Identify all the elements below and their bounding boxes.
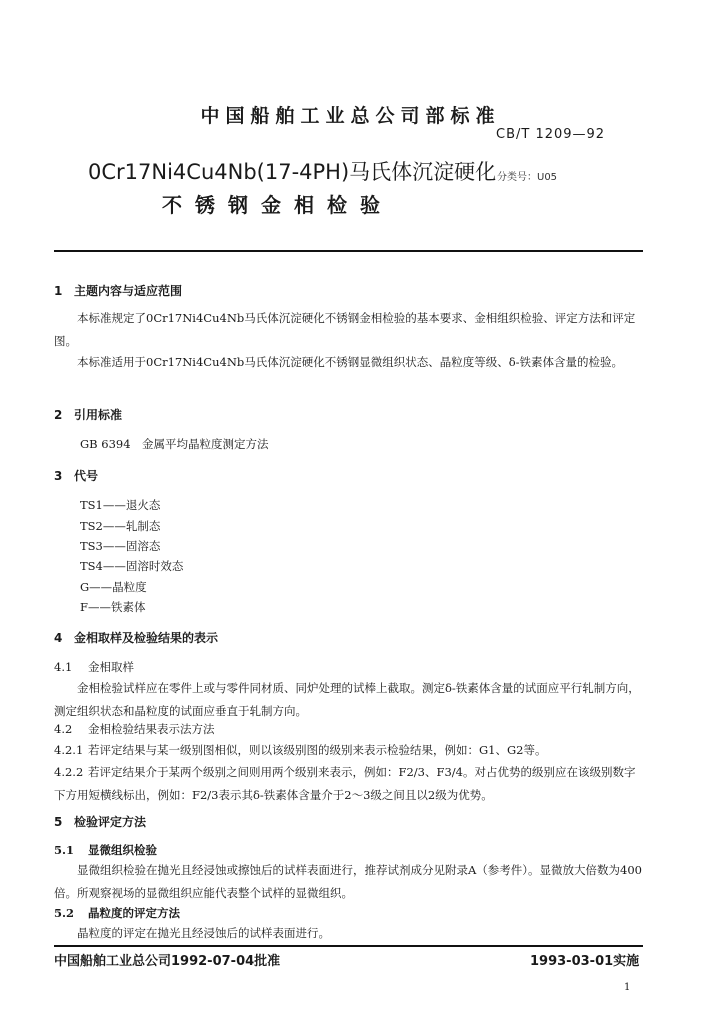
subsection-number: 5.2 (54, 906, 75, 920)
subsection-title: 金相检验结果表示法方法 (88, 722, 215, 736)
subsection-5-2-paragraph: 晶粒度的评定在抛光且经浸蚀后的试样表面进行。 (77, 926, 330, 940)
document-title-line2: 不锈钢金相检验 (162, 193, 393, 217)
subsection-title: 晶粒度的评定方法 (88, 906, 180, 920)
classification-number: 分类号：U05 (497, 172, 558, 183)
header-divider (54, 250, 643, 252)
approval-date: 中国船舶工业总公司1992-07-04批准 (54, 954, 281, 969)
subsection-number: 4.2 (54, 722, 73, 736)
clause-text: 若评定结果与某一级别图相似，则以该级别图的级别来表示检验结果，例如：G1、G2等。 (88, 743, 547, 757)
code-item: TS2——轧制态 (80, 519, 161, 533)
code-item: F——铁素体 (80, 600, 146, 614)
section-number: 4 (54, 631, 63, 645)
clause-4-2-2 (54, 761, 645, 807)
section-title: 主题内容与适应范围 (74, 284, 183, 298)
clause-number: 4.2.2 (54, 765, 84, 779)
clause-text: 若评定结果介于某两个级别之间则用两个级别来表示，例如：F2/3、F3/4。对占优势的级别应在该级别数字下方用短横线标出，例如：F2/3表示其δ-铁素体含量介于2～3级之间且以2级为优势。 (54, 765, 636, 802)
subsection-4-2-heading (54, 721, 215, 737)
code-item: TS3——固溶态 (80, 539, 161, 553)
subsection-number: 5.1 (54, 843, 75, 857)
issuing-organization: 中国船舶工业总公司部标准 (200, 105, 501, 127)
subsection-number: 4.1 (54, 660, 73, 674)
code-item: G——晶粒度 (80, 580, 147, 594)
section-number: 2 (54, 408, 63, 422)
subsection-5-1-paragraph: 显微组织检验在抛光且经浸蚀或擦蚀后的试样表面进行，推荐试剂成分见附录A（参考件）。显微放大倍数为400倍。所观察视场的显微组织应能代表整个试样的显微组织。 (54, 863, 642, 900)
section-3-heading (54, 467, 98, 484)
clause-4-2-1 (54, 739, 645, 762)
code-item: TS1——退火态 (80, 498, 161, 512)
subsection-4-1-paragraph: 金相检验试样应在零件上或与零件同材质、同炉处理的试棒上截取。测定δ-铁素体含量的试面应平行轧制方向，测定组织状态和晶粒度的试面应垂直于轧制方向。 (54, 681, 640, 718)
section-1-heading (54, 282, 182, 299)
referenced-standard: GB 6394 金属平均晶粒度测定方法 (80, 437, 269, 451)
section-4-heading (54, 629, 218, 646)
section-number: 1 (54, 284, 63, 298)
section-1-paragraph-1: 本标准规定了0Cr17Ni4Cu4Nb马氏体沉淀硬化不锈钢金相检验的基本要求、金相组织检验、评定方法和评定图。 (54, 311, 636, 348)
implementation-date: 1993-03-01实施 (530, 954, 640, 969)
subsection-title: 金相取样 (88, 660, 134, 674)
document-title-line1: 0Cr17Ni4Cu4Nb(17-4PH)马氏体沉淀硬化 (88, 160, 497, 184)
clause-number: 4.2.1 (54, 743, 84, 757)
subsection-5-1-heading (54, 842, 157, 858)
section-title: 代号 (74, 469, 99, 483)
page-number: 1 (624, 982, 631, 993)
subsection-4-1-heading (54, 659, 134, 675)
section-title: 引用标准 (74, 408, 123, 422)
section-5-heading (54, 813, 146, 830)
subsection-title: 显微组织检验 (88, 843, 157, 857)
section-title: 金相取样及检验结果的表示 (74, 631, 219, 645)
section-title: 检验评定方法 (74, 815, 147, 829)
subsection-5-2-heading (54, 905, 180, 921)
section-number: 5 (54, 815, 63, 829)
section-1-paragraph-2: 本标准适用于0Cr17Ni4Cu4Nb马氏体沉淀硬化不锈钢显微组织状态、晶粒度等级、δ-铁素体含量的检验。 (77, 355, 624, 369)
standard-code: CB/T 1209—92 (496, 127, 606, 142)
section-2-heading (54, 406, 122, 423)
code-item: TS4——固溶时效态 (80, 559, 184, 573)
footer-divider (54, 945, 643, 947)
section-number: 3 (54, 469, 63, 483)
